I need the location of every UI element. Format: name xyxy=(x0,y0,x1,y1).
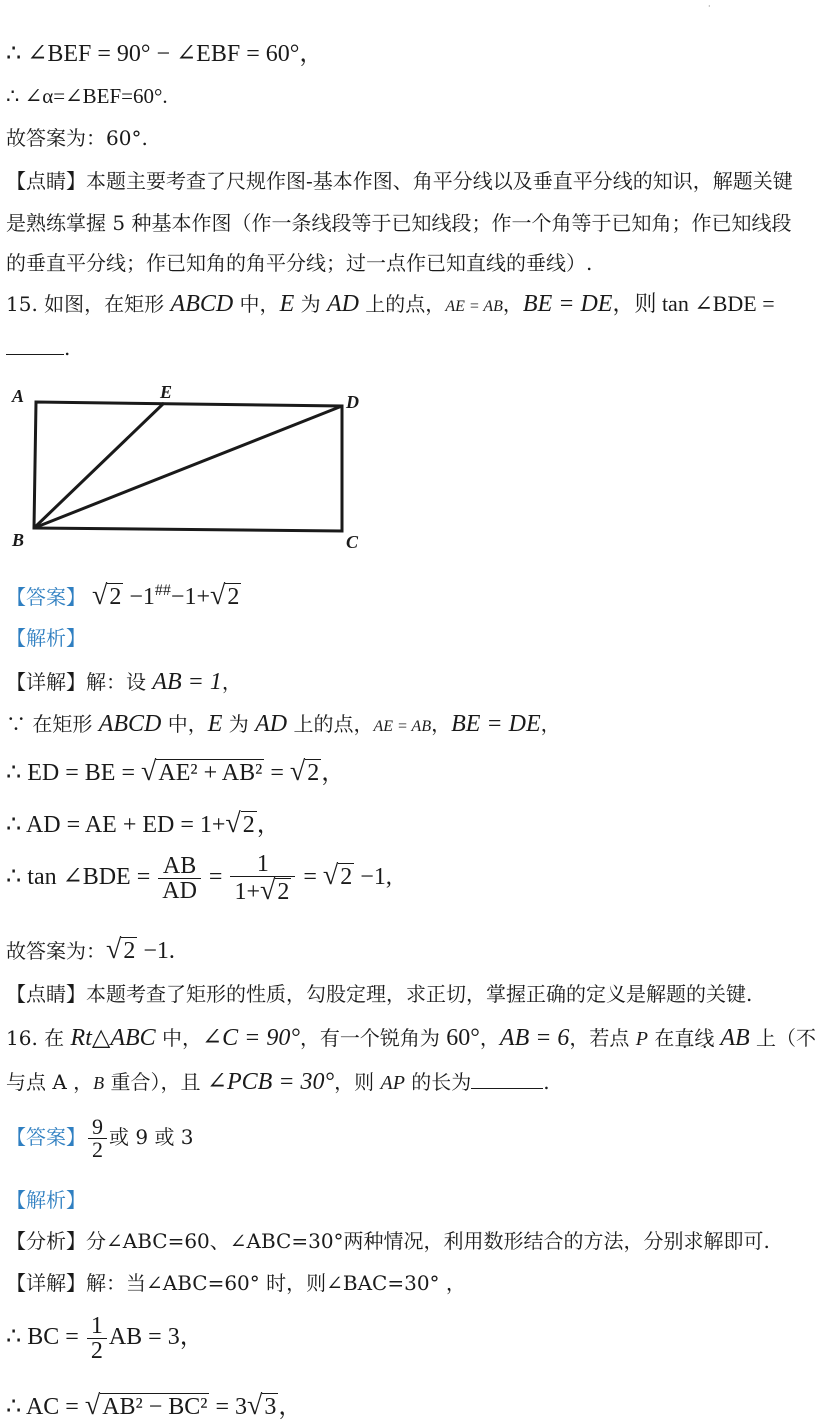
q15-number: 15. xyxy=(6,292,45,316)
q16-xian: 线 xyxy=(694,1026,715,1050)
question-16-line2 xyxy=(6,1070,550,1094)
label-d: D xyxy=(346,392,359,412)
sqrt-2-step2: √2 xyxy=(289,756,320,787)
step1-ad: AD xyxy=(255,711,288,737)
q15-step-3 xyxy=(6,810,281,838)
comment-text: 本题主要考查了尺规作图-基本作图、角平分线以及垂直平分线的知识，解题关键 xyxy=(86,169,793,193)
q15-text-2: 中， xyxy=(233,292,280,316)
q16-ap: AP xyxy=(380,1072,405,1094)
q15-text-5: ， xyxy=(502,292,523,316)
q16-t4: ， xyxy=(479,1026,500,1050)
step4-eq2: = xyxy=(297,864,323,891)
sqrt-2: √2 xyxy=(92,580,122,611)
page-corner-mark: · xyxy=(708,2,711,11)
q15-step-4 xyxy=(6,852,392,905)
q16-t6: 在 xyxy=(648,1026,675,1050)
q15-text-3: 为 xyxy=(294,292,327,316)
answer-alt: −1+ xyxy=(170,584,210,610)
q16-t1: 在 xyxy=(44,1026,71,1050)
step1-text-2: 中， xyxy=(161,712,208,736)
step4-tail: −1, xyxy=(354,864,392,891)
detail16-tag: 【详解】 xyxy=(6,1271,86,1295)
q15-comment xyxy=(6,984,752,1004)
sqrt-ab-bc: √AB² − BC² xyxy=(84,1390,208,1421)
q15-text-4: 上的点， xyxy=(358,292,446,316)
q15-text-1: 如图，在矩形 xyxy=(44,292,171,316)
sqrt-2-step3: √2 xyxy=(225,808,255,839)
q16-zhi: 直 xyxy=(674,1026,695,1050)
q16-step-2 xyxy=(6,1392,302,1420)
step1-e: E xyxy=(207,711,223,737)
analysis16-text: 分∠ABC=60、∠ABC=30°两种情况，利用数形结合的方法，分别求解即可. xyxy=(86,1229,770,1253)
final-text: 故答案为： xyxy=(6,939,106,963)
step4-eq: = xyxy=(202,864,229,891)
q16-rt-abc: Rt△ABC xyxy=(70,1025,156,1051)
q16-l2c: 重合），且 xyxy=(104,1070,207,1094)
step1-text-1: ∵ 在矩形 xyxy=(6,712,99,736)
comment15-tag: 【点睛】 xyxy=(6,982,86,1006)
q15-e: E xyxy=(279,291,295,317)
q16-ab6: AB = 6 xyxy=(499,1025,570,1051)
step1-text-4: 上的点， xyxy=(287,712,374,736)
q16-l2d: ，则 xyxy=(334,1070,381,1094)
line-bef-angle: ∴ ∠BEF = 90° − ∠EBF = 60°， xyxy=(6,41,324,67)
line-answer-60: 故答案为：60°. xyxy=(6,126,148,150)
q16-l2a: 与点 A ， xyxy=(6,1070,94,1094)
line-alpha-angle: ∴ ∠α=∠BEF=60°. xyxy=(6,84,168,108)
q16s2-tail: ， xyxy=(278,1394,303,1420)
analysis-tag-16: 【解析】 xyxy=(6,1188,86,1212)
q16-t7: 上（不 xyxy=(749,1026,817,1050)
ab-equals-1: AB = 1 xyxy=(152,669,222,695)
q15-step-1 xyxy=(6,712,561,736)
q16-ab: AB xyxy=(714,1025,750,1051)
step1-text-5: ， xyxy=(431,712,452,736)
step2-tail: ， xyxy=(321,760,346,786)
question-16 xyxy=(6,1026,816,1050)
q15-final-answer xyxy=(6,936,175,964)
step3-lhs: ∴ AD = AE + ED = 1+ xyxy=(6,812,226,838)
fraction-1-2: $\frac{1}{2}$ xyxy=(87,1314,107,1363)
label-a: A xyxy=(12,386,25,406)
q16-pcb: ∠PCB = 30° xyxy=(206,1069,335,1095)
q16-step-1 xyxy=(6,1314,204,1363)
final-tail: −1. xyxy=(137,938,175,964)
q15-text-6: ，则 tan ∠BDE = xyxy=(612,291,775,316)
answer-minus-1: −1 xyxy=(123,584,155,610)
line-comment-3: 的垂直平分线；作已知角的角平分线；过一点作已知直线的垂线）. xyxy=(6,251,593,275)
q16-c90: ∠C = 90° xyxy=(202,1025,300,1051)
detail-tag: 【详解】 xyxy=(6,670,86,694)
sqrt-2-step4: √2 xyxy=(322,860,353,892)
q16-l2e: 的长为 xyxy=(404,1070,472,1094)
detail-text: 解：设 xyxy=(86,670,153,694)
q16-detail xyxy=(6,1273,466,1293)
q16s2-mid: = 3 xyxy=(209,1394,248,1420)
q15-blank-period: . xyxy=(64,336,71,360)
answer16-tag: 【答案】 xyxy=(6,1125,86,1149)
analysis-tag-15: 【解析】 xyxy=(6,626,86,650)
q16-t5: ，若点 xyxy=(569,1026,636,1050)
comment15-text: 本题考查了矩形的性质，勾股定理，求正切，掌握正确的定义是解题的关键. xyxy=(86,982,753,1006)
answer-blank xyxy=(6,340,64,355)
label-e: E xyxy=(160,382,173,402)
label-b: B xyxy=(12,530,25,550)
segment-be xyxy=(34,403,164,528)
detail-comma: ， xyxy=(221,670,242,694)
answer-tag: 【答案】 xyxy=(6,585,86,609)
fraction-9-2: $\frac{9}{2}$ xyxy=(88,1116,107,1161)
q16s1-tail: AB = 3， xyxy=(108,1324,204,1351)
q16-analysis xyxy=(6,1231,770,1251)
step1-text-3: 为 xyxy=(222,712,256,736)
line-comment-1 xyxy=(6,171,793,191)
step2-lhs: ∴ ED = BE = xyxy=(6,760,141,786)
q15-step-2 xyxy=(6,758,345,786)
q16-number: 16. xyxy=(6,1026,45,1050)
answer16-text: 或 9 或 3 xyxy=(109,1125,194,1149)
segment-bd xyxy=(34,406,342,528)
sqrt-2-final: √2 xyxy=(106,934,136,965)
step1-be-de: BE = DE xyxy=(451,711,541,737)
comment-tag: 【点睛】 xyxy=(6,169,86,193)
label-c: C xyxy=(346,532,359,552)
fraction-ab-ad: $\frac{AB}{AD}$ xyxy=(158,854,201,903)
q15-detail-head xyxy=(6,670,242,694)
step1-text-6: ， xyxy=(540,712,561,736)
step1-ae-ab: AE = AB xyxy=(373,718,432,735)
q16-p: P xyxy=(635,1028,648,1050)
q16-sixty: 60° xyxy=(446,1025,480,1051)
q16-t2: 中， xyxy=(155,1026,203,1050)
detail16-text: 解：当∠ABC=60° 时，则∠BAC=30° ， xyxy=(86,1271,466,1295)
q15-ad: AD xyxy=(326,291,359,317)
q16-answer xyxy=(6,1116,194,1161)
answer-blank-16 xyxy=(471,1074,543,1089)
q15-abcd: ABCD xyxy=(170,291,234,317)
step2-mid: = xyxy=(264,760,290,786)
q15-blank-line xyxy=(6,338,70,358)
rectangle-figure xyxy=(0,378,380,558)
fraction-1-over: $\frac{1}{1+√2}$ xyxy=(230,852,295,905)
q15-answer xyxy=(6,582,241,610)
sqrt-3: √3 xyxy=(247,1390,277,1421)
q16-l2f: . xyxy=(543,1070,550,1094)
q16-t3: ，有一个锐角为 xyxy=(299,1026,447,1050)
sqrt-2-alt: √2 xyxy=(210,580,240,611)
q16s2-lhs: ∴ AC = xyxy=(6,1394,85,1420)
q16s1-lhs: ∴ BC = xyxy=(6,1324,85,1351)
q15-ae-ab: AE = AB xyxy=(445,298,503,315)
q15-be-de: BE = DE xyxy=(522,291,613,317)
step1-abcd: ABCD xyxy=(98,711,162,737)
analysis16-tag: 【分析】 xyxy=(6,1229,86,1253)
step4-lhs: ∴ tan ∠BDE = xyxy=(6,864,157,891)
line-comment-2: 是熟练掌握 5 种基本作图（作一条线段等于已知线段；作一个角等于已知角；作已知线段 xyxy=(6,211,792,235)
sqrt-ae-ab: √AE² + AB² xyxy=(141,756,263,787)
step3-tail: ， xyxy=(256,812,281,838)
q16-b: B xyxy=(93,1073,105,1093)
answer-separator: ## xyxy=(154,582,171,599)
question-15 xyxy=(6,292,775,316)
